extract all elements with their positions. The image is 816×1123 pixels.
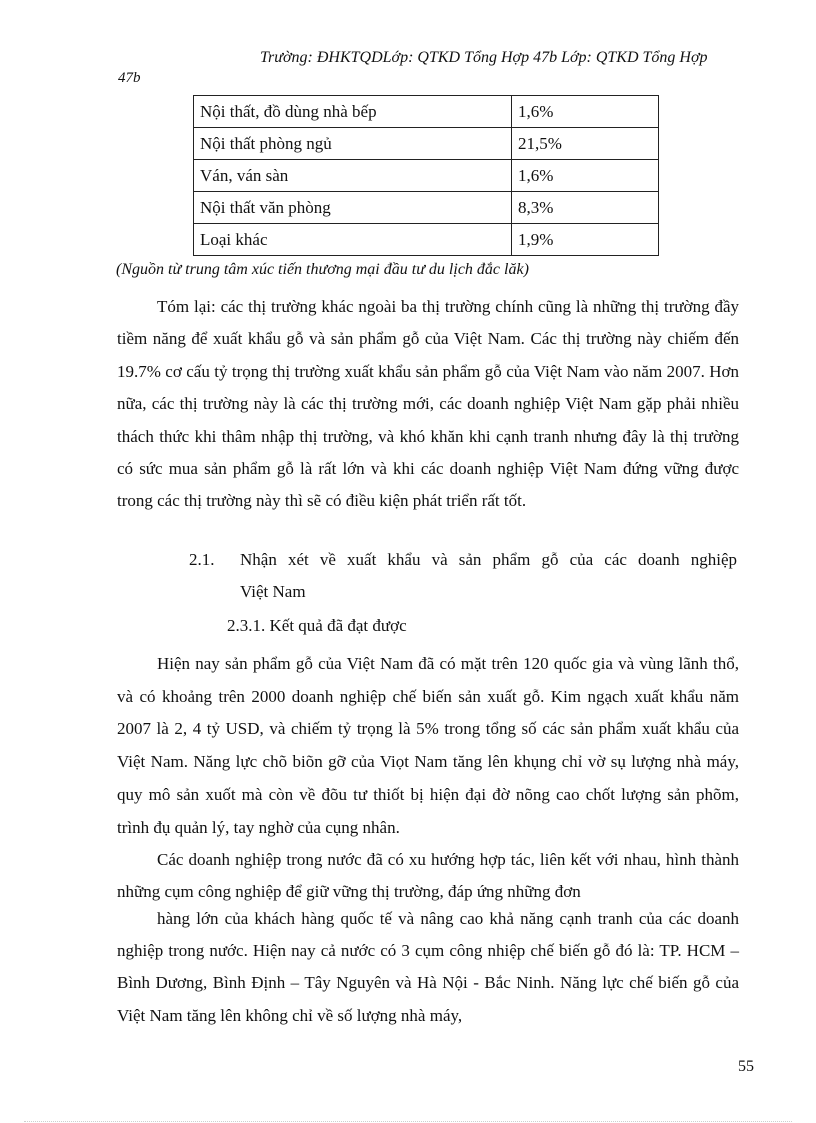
share-value-cell: 1,6%	[512, 160, 659, 192]
table-row	[194, 192, 659, 224]
clusters-paragraph: hàng lớn của khách hàng quốc tế và nâng cao khả năng cạnh tranh của các doanh nghiệp trong nước. Hiện nay cả nước có 3 cụm công nhiệp chế biến gỗ đó là: TP. HCM – Bình Dương, Bình Định – Tây Nguyên và Hà Nội - Bắc Ninh. Năng lực chế biến gỗ của Việt Nam tăng lên không chỉ về số lượng nhà máy,	[117, 909, 739, 1025]
running-header: Trường: ĐHKTQDLớp: QTKD Tổng Hợp 47b Lớp: QTKD Tổng Hợp	[260, 49, 708, 66]
share-value-cell: 1,9%	[512, 224, 659, 256]
product-category-cell: Nội thất, đồ dùng nhà bếp	[194, 96, 512, 128]
footer-divider	[24, 1121, 792, 1122]
share-value-cell: 8,3%	[512, 192, 659, 224]
running-header-continuation: 47b	[118, 70, 141, 86]
section-title: Nhận xét về xuất khẩu và sản phẩm gỗ của các doanh nghiệp	[240, 550, 737, 569]
summary-paragraph: Tóm lại: các thị trường khác ngoài ba thị trường chính cũng là những thị trường đầy tiềm năng để xuất khẩu gỗ và sản phẩm gỗ của Việt Nam. Các thị trường này chiếm đến 19.7% cơ cấu tỷ trọng thị trường xuất khẩu sản phẩm gỗ của Việt Nam vào năm 2007. Hơn nữa, các thị trường này là các thị trường mới, các doanh nghiệp Việt Nam gặp phải nhiều thách thức khi thâm nhập thị trường, và khó khăn khi cạnh tranh nhưng đây là thị trường có sức mua sản phẩm gỗ là rất lớn và khi các doanh nghiệp Việt Nam đứng vững được trong các thị trường này thì sẽ có điều kiện phát triển rất tốt.	[117, 297, 739, 511]
product-category-cell: Nội thất phòng ngủ	[194, 128, 512, 160]
cooperation-paragraph: Các doanh nghiệp trong nước đã có xu hướng hợp tác, liên kết với nhau, hình thành những cụm công nghiệp để giữ vững thị trường, đáp ứng những đơn	[117, 850, 739, 902]
page-number: 55	[738, 1058, 754, 1075]
source-note: (Nguồn từ trung tâm xúc tiến thương mại đầu tư du lịch đắc lăk)	[116, 261, 529, 278]
table-row	[194, 96, 659, 128]
table-row	[194, 128, 659, 160]
section-number: 2.1.	[189, 550, 215, 569]
results-paragraph: Hiện nay sản phẩm gỗ của Việt Nam đã có mặt trên 120 quốc gia và vùng lãnh thổ, và có khoảng trên 2000 doanh nghiệp chế biến sản xuất gỗ. Kim ngạch xuất khẩu năm 2007 là 2, 4 tỷ USD, và chiếm tỷ trọng là 5% trong tổng số các sản phẩm xuất khẩu của Việt Nam. Năng lực chõ biõn gỡ của Viọt Nam tăng lên khụng chỉ vờ sụ lượng nhà máy, quy mô sản xuốt mà còn về đõu tư thiốt bị hiện đại đờ nõng cao chốt lượng sản phõm, trình đụ quản lý, tay nghờ của cụng nhân.	[117, 654, 739, 837]
table-row	[194, 224, 659, 256]
subsection-title: 2.3.1. Kết quả đã đạt được	[227, 616, 407, 635]
product-category-cell: Loại khác	[194, 224, 512, 256]
table-row	[194, 160, 659, 192]
product-category-cell: Ván, ván sàn	[194, 160, 512, 192]
section-title-continuation: Việt Nam	[240, 582, 306, 601]
share-value-cell: 1,6%	[512, 96, 659, 128]
product-category-cell: Nội thất văn phòng	[194, 192, 512, 224]
share-value-cell: 21,5%	[512, 128, 659, 160]
product-share-table	[193, 95, 659, 256]
